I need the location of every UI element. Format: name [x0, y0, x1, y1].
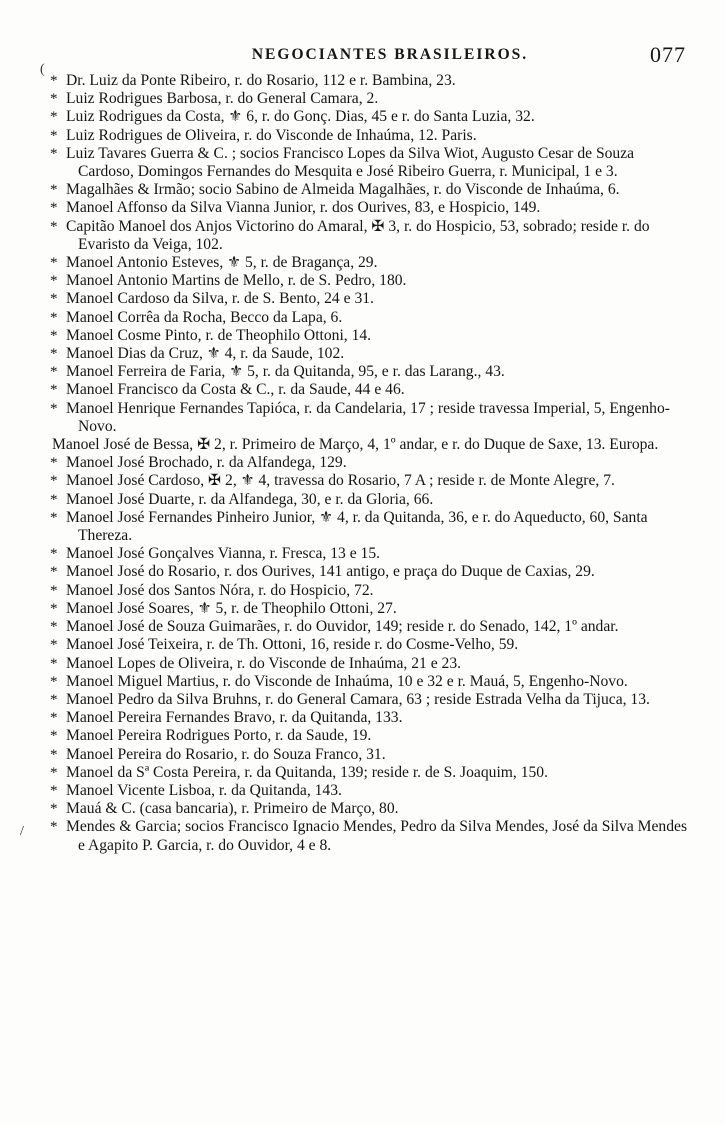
list-item: [50, 782, 690, 800]
list-item: [50, 800, 690, 818]
list-item: [50, 345, 690, 363]
asterisk-mark: *: [50, 273, 58, 290]
list-item: [50, 327, 690, 345]
list-item: [50, 491, 690, 509]
list-item: [50, 545, 690, 563]
list-item: [50, 673, 690, 691]
asterisk-mark: *: [50, 819, 58, 836]
list-item: [50, 272, 690, 290]
margin-mark-top: (: [40, 62, 45, 77]
asterisk-mark: *: [50, 346, 58, 363]
asterisk-mark: *: [50, 546, 58, 563]
list-item: [50, 254, 690, 272]
list-item: [50, 72, 690, 90]
asterisk-mark: *: [50, 400, 58, 417]
asterisk-mark: *: [50, 655, 58, 672]
asterisk-mark: *: [50, 582, 58, 599]
list-item: [50, 400, 690, 436]
list-item: [50, 636, 690, 654]
entry-text: Manoel José Duarte, r. da Alfandega, 30, e r. da Gloria, 66.: [66, 490, 434, 508]
asterisk-mark: *: [50, 619, 58, 636]
entry-text: Manoel Lopes de Oliveira, r. do Visconde de Inhaúma, 21 e 23.: [66, 654, 462, 672]
entry-text: Manoel Antonio Martins de Mello, r. de S. Pedro, 180.: [66, 272, 407, 290]
asterisk-mark: *: [50, 782, 58, 799]
list-item: [50, 727, 690, 745]
asterisk-mark: *: [50, 564, 58, 581]
list-item: [50, 509, 690, 545]
asterisk-mark: *: [50, 218, 58, 235]
entry-text: Manoel Vicente Lisboa, r. da Quitanda, 143.: [66, 781, 342, 799]
entry-text: Manoel José do Rosario, r. dos Ourives, 141 antigo, e praça do Duque de Caxias, 29.: [66, 563, 595, 581]
asterisk-mark: *: [50, 746, 58, 763]
entry-text: Luiz Rodrigues de Oliveira, r. do Visconde de Inhaúma, 12. Paris.: [66, 126, 477, 144]
entry-text: Mauá & C. (casa bancaria), r. Primeiro de Março, 80.: [66, 800, 399, 818]
entry-text: Manoel Affonso da Silva Vianna Junior, r. dos Ourives, 83, e Hospicio, 149.: [66, 199, 541, 217]
asterisk-mark: *: [50, 491, 58, 508]
asterisk-mark: *: [50, 764, 58, 781]
entry-text: Manoel Antonio Esteves, ⚜ 5, r. de Bragança, 29.: [66, 254, 378, 272]
asterisk-mark: *: [50, 91, 58, 108]
asterisk-mark: *: [50, 691, 58, 708]
list-item: [50, 618, 690, 636]
asterisk-mark: *: [50, 255, 58, 272]
asterisk-mark: *: [50, 291, 58, 308]
page-number: 077: [650, 42, 686, 67]
asterisk-mark: *: [50, 801, 58, 818]
entry-text: Capitão Manoel dos Anjos Victorino do Amaral, ✠ 3, r. do Hospicio, 53, sobrado; reside r. do Evaristo da Veiga, 102.: [66, 217, 650, 253]
entry-text: Manoel Henrique Fernandes Tapióca, r. da Candelaria, 17 ; reside travessa Imperial, 5, Engenho-Novo.: [66, 399, 670, 435]
asterisk-mark: *: [50, 728, 58, 745]
entry-text: Manoel José Soares, ⚜ 5, r. de Theophilo Ottoni, 27.: [66, 599, 397, 617]
list-item: [50, 746, 690, 764]
entry-text: Manoel José dos Santos Nóra, r. do Hospicio, 72.: [66, 581, 374, 599]
list-item: [50, 199, 690, 217]
asterisk-mark: *: [50, 145, 58, 162]
entry-text: Manoel Cardoso da Silva, r. de S. Bento, 24 e 31.: [66, 290, 374, 308]
list-item: [50, 381, 690, 399]
asterisk-mark: *: [50, 382, 58, 399]
entry-text: Manoel Ferreira de Faria, ⚜ 5, r. da Quitanda, 95, e r. das Larang., 43.: [66, 363, 505, 381]
entry-text: Manoel Miguel Martius, r. do Visconde de Inhaúma, 10 e 32 e r. Mauá, 5, Engenho-Novo.: [66, 672, 628, 690]
asterisk-mark: *: [50, 637, 58, 654]
entry-text: Manoel Dias da Cruz, ⚜ 4, r. da Saude, 102.: [66, 345, 345, 363]
asterisk-mark: *: [50, 364, 58, 381]
list-item: [50, 290, 690, 308]
entry-text: Luiz Rodrigues Barbosa, r. do General Camara, 2.: [66, 90, 379, 108]
asterisk-mark: *: [50, 710, 58, 727]
entry-text: Manoel José de Souza Guimarães, r. do Ouvidor, 149; reside r. do Senado, 142, 1º andar.: [66, 618, 619, 636]
list-item: [50, 818, 690, 854]
entry-text: Manoel Pereira Fernandes Bravo, r. da Quitanda, 133.: [66, 709, 403, 727]
list-item: [50, 108, 690, 126]
asterisk-mark: *: [50, 127, 58, 144]
list-item: [50, 309, 690, 327]
entry-text: Dr. Luiz da Ponte Ribeiro, r. do Rosario, 112 e r. Bambina, 23.: [66, 72, 456, 89]
entry-text: Manoel José de Bessa, ✠ 2, r. Primeiro de Março, 4, 1º andar, e r. do Duque de Saxe, 13. Europa.: [52, 436, 659, 454]
entry-text: Magalhães & Irmão; socio Sabino de Almeida Magalhães, r. do Visconde de Inhaúma, 6.: [66, 181, 620, 199]
entry-text: Manoel José Cardoso, ✠ 2, ⚜ 4, travessa do Rosario, 7 A ; reside r. de Monte Alegre, 7.: [66, 472, 615, 490]
asterisk-mark: *: [50, 600, 58, 617]
entry-text: Manoel Cosme Pinto, r. de Theophilo Ottoni, 14.: [66, 326, 372, 344]
entry-list: [50, 72, 690, 855]
asterisk-mark: *: [50, 509, 58, 526]
entry-text: Mendes & Garcia; socios Francisco Ignacio Mendes, Pedro da Silva Mendes, José da Silva Mendes e Agapito P. Garcia, r. do Ouvidor, 4 e 8.: [66, 818, 688, 854]
asterisk-mark: *: [50, 673, 58, 690]
entry-text: Manoel José Teixeira, r. de Th. Ottoni, 16, reside r. do Cosme-Velho, 59.: [66, 636, 519, 654]
list-item: [50, 691, 690, 709]
entry-text: Manoel Pereira Rodrigues Porto, r. da Saude, 19.: [66, 727, 372, 745]
page-title: NEGOCIANTES BRASILEIROS.: [251, 46, 529, 63]
list-item: [36, 436, 690, 454]
entry-text: Manoel José Brochado, r. da Alfandega, 129.: [66, 454, 347, 472]
page-header: [40, 42, 700, 70]
entry-text: Manoel Francisco da Costa & C., r. da Saude, 44 e 46.: [66, 381, 405, 399]
asterisk-mark: *: [50, 73, 58, 89]
list-item: [50, 218, 690, 254]
list-item: [50, 145, 690, 181]
asterisk-mark: *: [50, 182, 58, 199]
asterisk-mark: *: [50, 473, 58, 490]
list-item: [50, 563, 690, 581]
list-item: [50, 90, 690, 108]
list-item: [50, 709, 690, 727]
asterisk-mark: *: [50, 327, 58, 344]
asterisk-mark: *: [50, 455, 58, 472]
margin-mark-left: /: [20, 824, 24, 839]
asterisk-mark: *: [50, 109, 58, 126]
asterisk-mark: *: [50, 200, 58, 217]
entry-text: Luiz Tavares Guerra & C. ; socios Francisco Lopes da Silva Wiot, Augusto Cesar de Souza Cardoso, Domingos Fernandes do Mesquita e José Ribeiro Guerra, r. Municipal, 1 e 3.: [66, 144, 635, 181]
list-item: [50, 454, 690, 472]
entry-text: Manoel Pereira do Rosario, r. do Souza Franco, 31.: [66, 745, 386, 763]
entry-text: Manoel José Fernandes Pinheiro Junior, ⚜ 4, r. da Quitanda, 36, e r. do Aqueducto, 60, Santa Thereza.: [66, 508, 648, 545]
list-item: [50, 472, 690, 490]
list-item: [50, 127, 690, 145]
entry-text: Manoel Pedro da Silva Bruhns, r. do General Camara, 63 ; reside Estrada Velha da Tijuca, 13.: [66, 690, 650, 708]
list-item: [50, 181, 690, 199]
list-item: [50, 582, 690, 600]
list-item: [50, 363, 690, 381]
list-item: [50, 764, 690, 782]
asterisk-mark: *: [50, 309, 58, 326]
list-item: [50, 655, 690, 673]
entry-text: Manoel Corrêa da Rocha, Becco da Lapa, 6.: [66, 308, 343, 326]
list-item: [50, 600, 690, 618]
entry-text: Luiz Rodrigues da Costa, ⚜ 6, r. do Gonç. Dias, 45 e r. do Santa Luzia, 32.: [66, 108, 535, 126]
entry-text: Manoel José Gonçalves Vianna, r. Fresca, 13 e 15.: [66, 545, 381, 563]
entry-text: Manoel da Sª Costa Pereira, r. da Quitanda, 139; reside r. de S. Joaquim, 150.: [66, 763, 548, 781]
